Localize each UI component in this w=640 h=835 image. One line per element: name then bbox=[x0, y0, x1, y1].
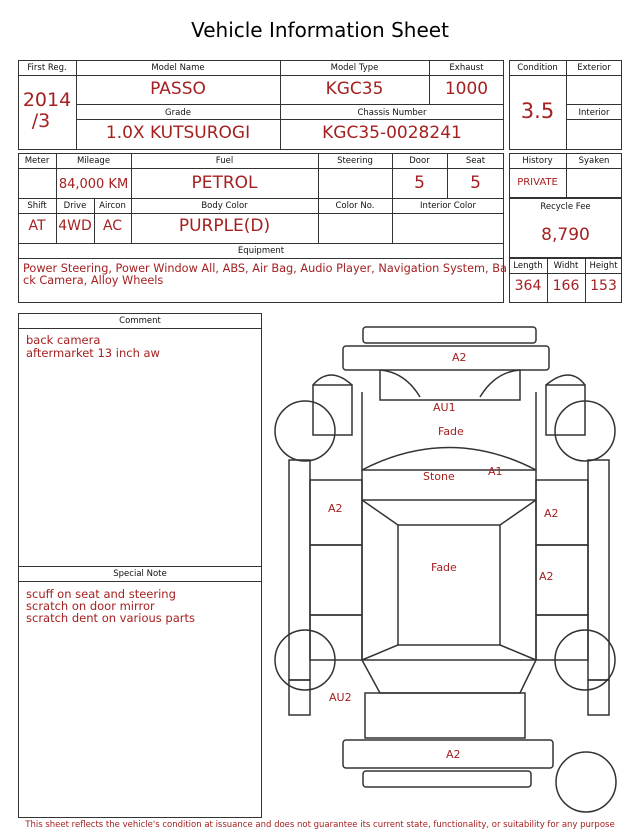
model-type-value: KGC35 bbox=[325, 79, 384, 99]
length-value: 364 bbox=[514, 278, 542, 294]
fuel-value: PETROL bbox=[191, 173, 258, 193]
exhaust-value: 1000 bbox=[444, 79, 489, 99]
aircon-label: Aircon bbox=[99, 201, 126, 211]
first-reg-year: 2014 bbox=[22, 89, 72, 111]
damage-windshield-right: A1 bbox=[488, 465, 503, 478]
disclaimer-footer: This sheet reflects the vehicle's condition at issuance and does not guarantee its current state, functionality, or suitability for any purpose bbox=[25, 820, 615, 830]
width-label: Widht bbox=[553, 261, 579, 271]
equipment-line-2: ck Camera, Alloy Wheels bbox=[23, 274, 164, 287]
damage-windshield: Stone bbox=[423, 470, 455, 483]
height-label: Height bbox=[589, 261, 618, 271]
damage-bonnet-top: AU1 bbox=[433, 401, 456, 414]
damage-right-front-door: A2 bbox=[544, 507, 559, 520]
chassis-number-value: KGC35-0028241 bbox=[322, 123, 462, 143]
model-name-value: PASSO bbox=[150, 79, 206, 99]
mileage-label: Mileage bbox=[76, 156, 111, 166]
comment-line-2: aftermarket 13 inch aw bbox=[26, 346, 160, 360]
damage-left-rear-quarter: AU2 bbox=[329, 691, 352, 704]
shift-label: Shift bbox=[27, 201, 47, 211]
damage-front-bumper: A2 bbox=[452, 351, 467, 364]
damage-bonnet-fade: Fade bbox=[438, 425, 464, 438]
meter-label: Meter bbox=[24, 156, 50, 166]
drive-label: Drive bbox=[63, 201, 87, 211]
shift-value: AT bbox=[28, 218, 46, 234]
damage-roof: Fade bbox=[431, 561, 457, 574]
recycle-fee-label: Recycle Fee bbox=[540, 202, 591, 212]
condition-label: Condition bbox=[517, 63, 558, 73]
page-title: Vehicle Information Sheet bbox=[191, 18, 449, 42]
fuel-label: Fuel bbox=[215, 156, 234, 166]
damage-right-rear-door: A2 bbox=[539, 570, 554, 583]
body-color-value: PURPLE(D) bbox=[178, 216, 271, 236]
seat-label: Seat bbox=[465, 156, 486, 166]
condition-value: 3.5 bbox=[520, 99, 555, 123]
exhaust-label: Exhaust bbox=[449, 63, 484, 73]
first-reg-month: /3 bbox=[31, 110, 51, 132]
seat-value: 5 bbox=[470, 173, 481, 193]
width-value: 166 bbox=[552, 278, 580, 294]
model-type-label: Model Type bbox=[330, 63, 379, 73]
mileage-value: 84,000 KM bbox=[58, 177, 129, 192]
damage-rear-bumper: A2 bbox=[446, 748, 461, 761]
height-value: 153 bbox=[590, 278, 617, 294]
door-value: 5 bbox=[414, 173, 425, 193]
chassis-number-label: Chassis Number bbox=[357, 108, 427, 118]
model-name-label: Model Name bbox=[151, 63, 205, 73]
color-no-label: Color No. bbox=[335, 201, 375, 211]
equipment-line-1: Power Steering, Power Window All, ABS, Air Bag, Audio Player, Navigation System, Ba bbox=[23, 262, 507, 275]
drive-value: 4WD bbox=[58, 218, 92, 234]
interior-color-label: Interior Color bbox=[420, 201, 476, 211]
damage-left-front-door: A2 bbox=[328, 502, 343, 515]
equipment-label: Equipment bbox=[237, 246, 285, 256]
syaken-label: Syaken bbox=[578, 156, 610, 166]
grade-value: 1.0X KUTSUROGI bbox=[105, 123, 251, 143]
grade-label: Grade bbox=[165, 108, 191, 118]
comment-label: Comment bbox=[119, 316, 161, 326]
exterior-label: Exterior bbox=[577, 63, 611, 73]
first-reg-label: First Reg. bbox=[27, 63, 67, 73]
history-value: PRIVATE bbox=[517, 177, 558, 188]
interior-label: Interior bbox=[578, 108, 610, 118]
length-label: Length bbox=[513, 261, 543, 271]
recycle-fee-value: 8,790 bbox=[541, 225, 590, 245]
door-label: Door bbox=[409, 156, 430, 166]
body-color-label: Body Color bbox=[201, 201, 248, 211]
history-label: History bbox=[522, 156, 553, 166]
special-note-line-3: scratch dent on various parts bbox=[26, 611, 195, 625]
comment-line-1: back camera bbox=[26, 333, 101, 347]
special-note-line-1: scuff on seat and steering bbox=[26, 587, 176, 601]
special-note-label: Special Note bbox=[113, 569, 167, 579]
steering-label: Steering bbox=[337, 156, 373, 166]
aircon-value: AC bbox=[102, 218, 123, 234]
special-note-line-2: scratch on door mirror bbox=[26, 599, 155, 613]
